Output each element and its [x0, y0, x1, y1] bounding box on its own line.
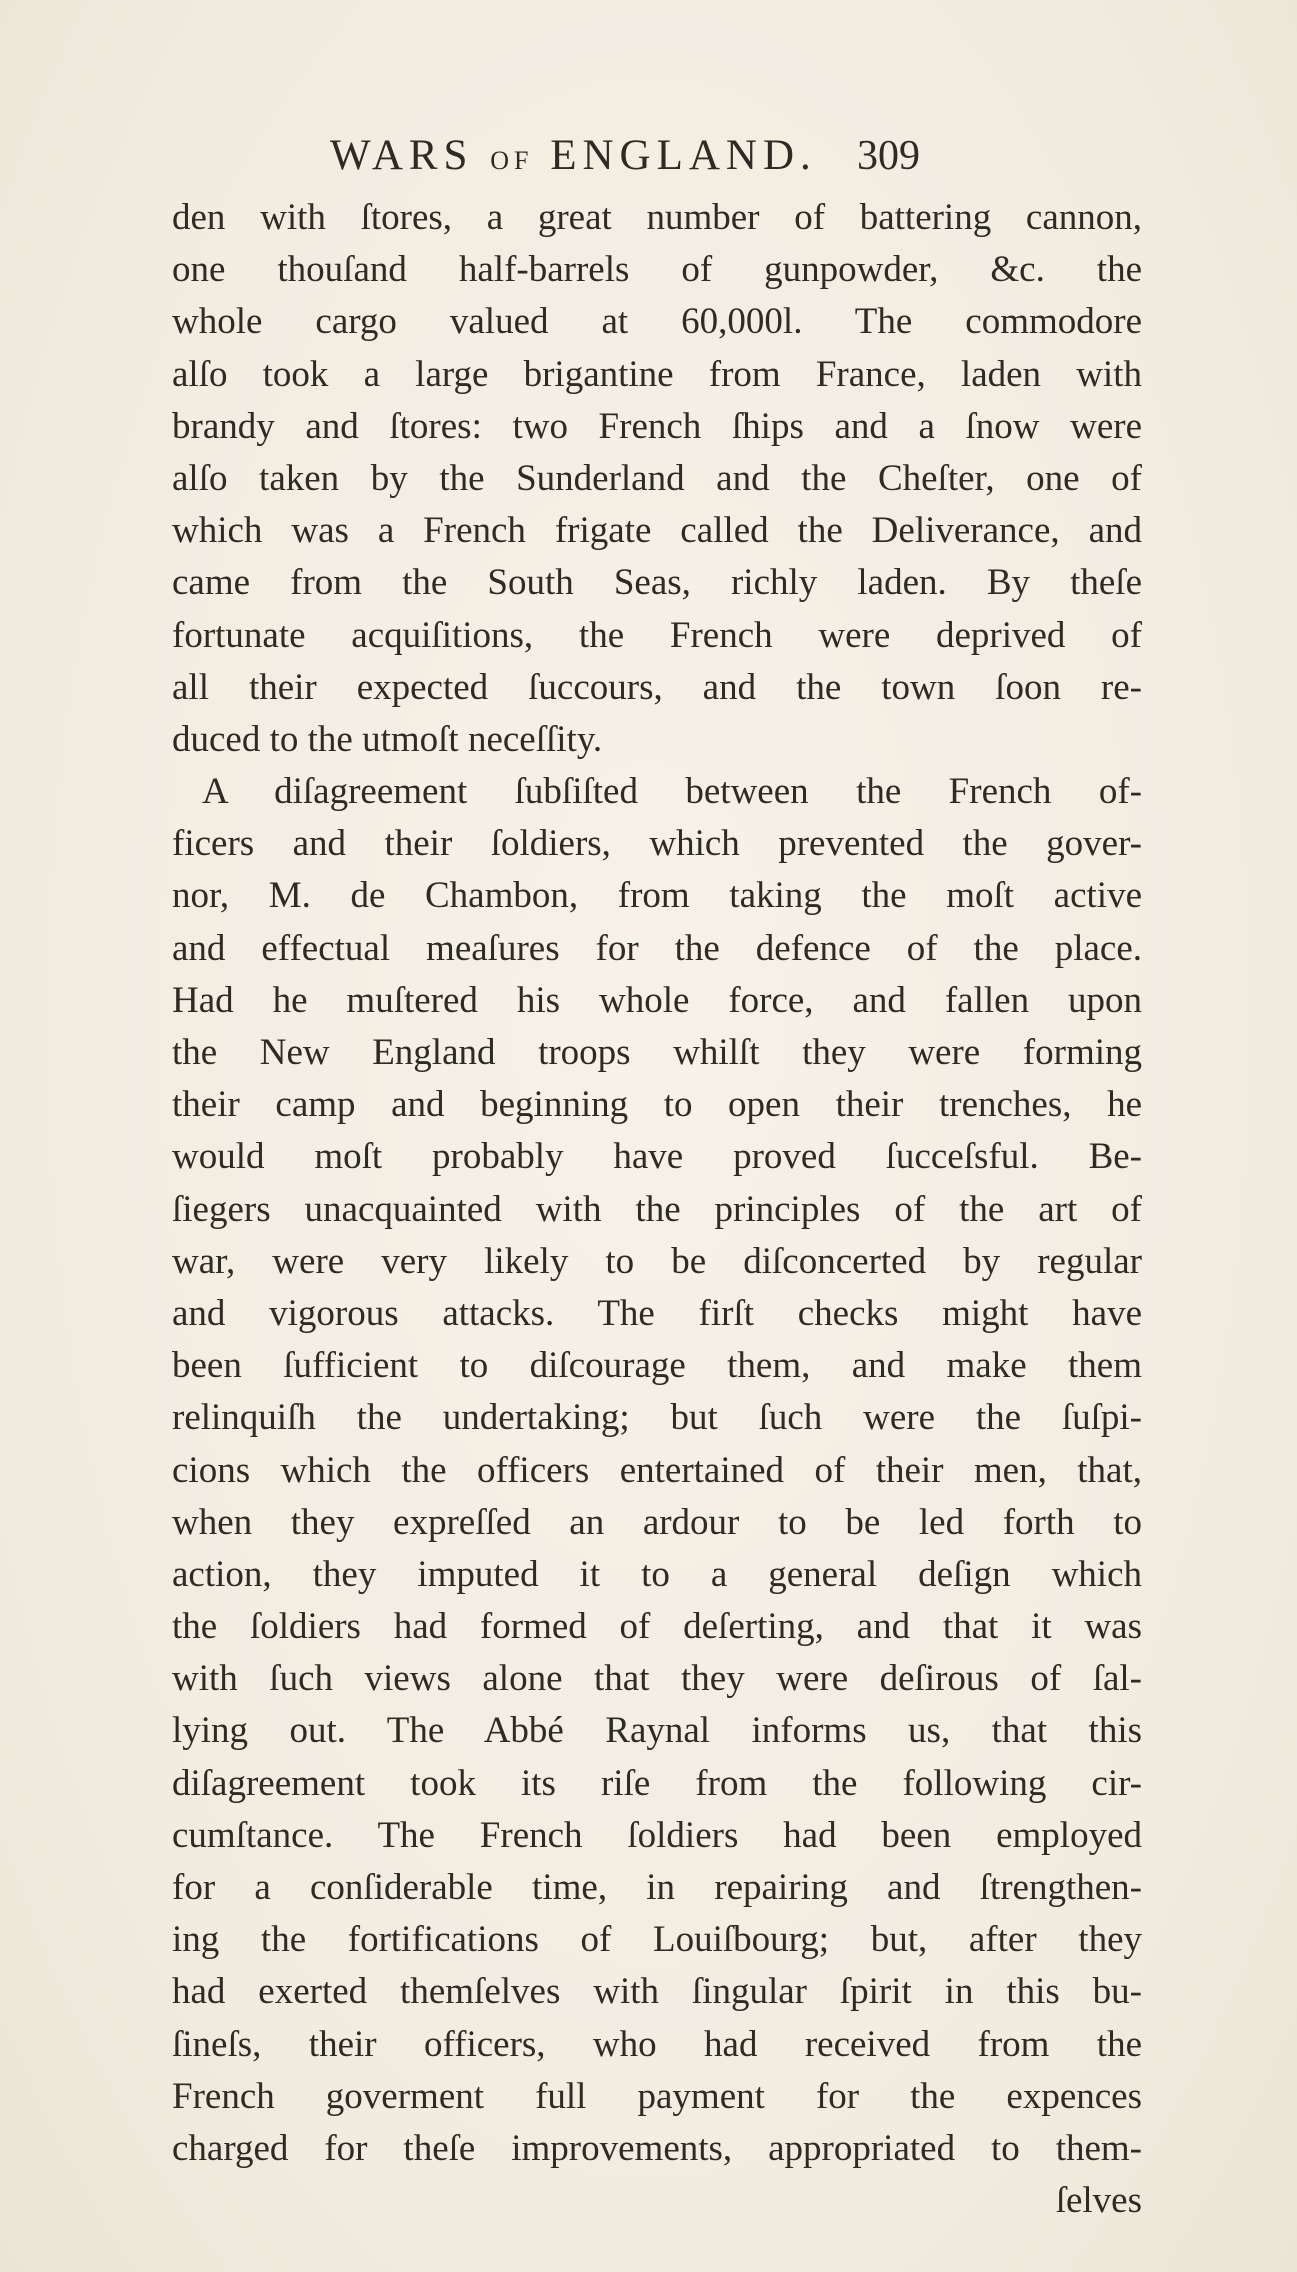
text-line: and vigorous attacks. The firſt checks might have: [172, 1292, 1142, 1334]
text-line: cumſtance. The French ſoldiers had been employed: [172, 1814, 1142, 1856]
text-line: relinquiſh the undertaking; but ſuch were the ſuſpi-: [172, 1397, 1142, 1439]
text-line: ing the fortifications of Louiſbourg; but, after they: [172, 1919, 1142, 1961]
text-line: alſo took a large brigantine from France, laden with: [172, 353, 1142, 395]
text-line: all their expected ſuccours, and the town ſoon re-: [172, 666, 1142, 708]
text-line: diſagreement took its riſe from the following cir-: [172, 1762, 1142, 1804]
text-line: cions which the officers entertained of their men, that,: [172, 1449, 1142, 1491]
text-line: for a conſiderable time, in repairing and ſtrengthen-: [172, 1867, 1142, 1908]
text-line: which was a French frigate called the Deliverance, and: [172, 510, 1142, 552]
text-line: nor, M. de Chambon, from taking the moſt active: [172, 875, 1142, 917]
text-line: one thouſand half-barrels of gunpowder, &c. the: [172, 249, 1142, 291]
text-line: when they expreſſed an ardour to be led forth to: [172, 1501, 1142, 1543]
text-line: action, they imputed it to a general deſign which: [172, 1553, 1142, 1595]
text-line: Had he muſtered his whole force, and fallen upon: [172, 979, 1142, 1021]
text-line: the New England troops whilſt they were forming: [172, 1032, 1142, 1073]
text-line: came from the South Seas, richly laden. By theſe: [172, 562, 1142, 604]
text-line: A diſagreement ſubſiſted between the French of-: [202, 771, 1142, 813]
text-line: been ſufficient to diſcourage them, and make them: [172, 1345, 1142, 1387]
text-line: fortunate acquiſitions, the French were deprived of: [172, 614, 1142, 656]
text-line: duced to the utmoſt neceſſity.: [172, 718, 603, 760]
text-line: ſineſs, their officers, who had received from the: [172, 2023, 1142, 2065]
text-line: lying out. The Abbé Raynal informs us, that this: [172, 1710, 1142, 1752]
running-head-main: WARS: [330, 132, 491, 179]
text-line: the ſoldiers had formed of deſerting, and that it was: [172, 1606, 1142, 1648]
text-line: would moſt probably have proved ſucceſsful. Be-: [172, 1136, 1142, 1178]
text-line: French goverment full payment for the expences: [172, 2075, 1142, 2117]
page-header: [330, 128, 920, 184]
text-line: brandy and ſtores: two French ſhips and a ſnow were: [172, 405, 1142, 447]
running-head-of: OF: [490, 146, 534, 175]
text-line: whole cargo valued at 60,000l. The commodore: [172, 301, 1142, 343]
text-line: ſiegers unacquainted with the principles of the art of: [172, 1188, 1142, 1230]
body-text: [172, 192, 1142, 2222]
text-line: ficers and their ſoldiers, which prevented the gover-: [172, 823, 1142, 865]
catchword: ſelves: [1055, 2180, 1142, 2222]
text-line: war, were very likely to be diſconcerted by regular: [172, 1240, 1142, 1282]
running-head: [330, 128, 817, 189]
text-line: and effectual meaſures for the defence of the place.: [172, 927, 1142, 969]
text-line: alſo taken by the Sunderland and the Cheſter, one of: [172, 457, 1142, 499]
running-head-end: ENGLAND.: [533, 132, 817, 179]
text-line: with ſuch views alone that they were deſirous of ſal-: [172, 1658, 1142, 1700]
text-line: had exerted themſelves with ſingular ſpirit in this bu-: [172, 1971, 1142, 2013]
text-line: charged for theſe improvements, appropriated to them-: [172, 2127, 1142, 2169]
text-line: their camp and beginning to open their trenches, he: [172, 1084, 1142, 1126]
page-number: 309: [857, 133, 920, 179]
text-line: den with ſtores, a great number of battering cannon,: [172, 197, 1142, 238]
